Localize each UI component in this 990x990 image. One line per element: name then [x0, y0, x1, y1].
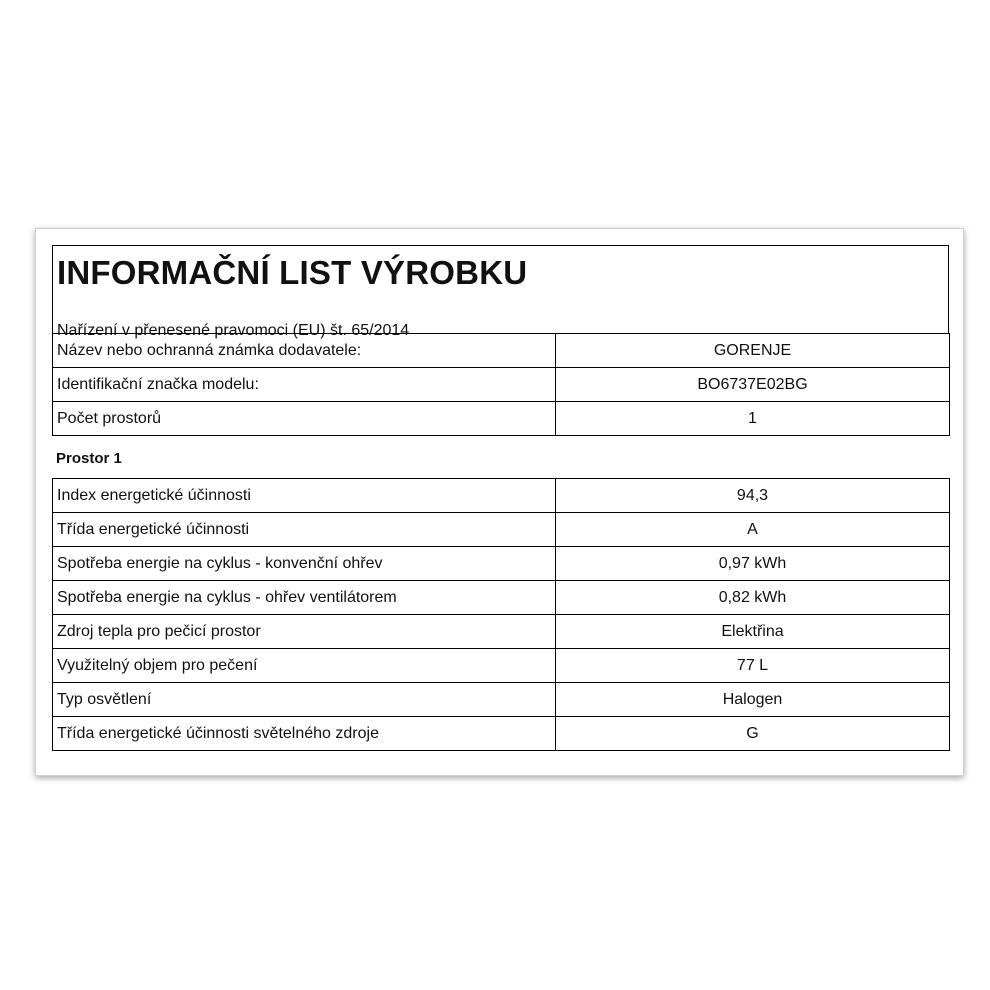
table-row	[53, 547, 950, 581]
compartment-info-table	[52, 478, 950, 751]
row-value: BO6737E02BG	[556, 368, 950, 402]
table-row	[53, 581, 950, 615]
row-label: Využitelný objem pro pečení	[53, 649, 556, 683]
row-label: Název nebo ochranná známka dodavatele:	[53, 334, 556, 368]
sheet-header	[52, 245, 949, 339]
row-label: Zdroj tepla pro pečicí prostor	[53, 615, 556, 649]
row-label: Spotřeba energie na cyklus - ohřev ventilátorem	[53, 581, 556, 615]
table-row	[53, 717, 950, 751]
row-value: GORENJE	[556, 334, 950, 368]
table-row	[53, 683, 950, 717]
row-value: Halogen	[556, 683, 950, 717]
row-label: Třída energetické účinnosti	[53, 513, 556, 547]
row-label: Typ osvětlení	[53, 683, 556, 717]
general-info-table	[52, 333, 950, 436]
row-label: Třída energetické účinnosti světelného zdroje	[53, 717, 556, 751]
row-label: Spotřeba energie na cyklus - konvenční ohřev	[53, 547, 556, 581]
row-label: Identifikační značka modelu:	[53, 368, 556, 402]
row-value: 0,97 kWh	[556, 547, 950, 581]
table-row	[53, 615, 950, 649]
row-value: 1	[556, 402, 950, 436]
table-row	[53, 402, 950, 436]
row-value: Elektřina	[556, 615, 950, 649]
row-value: 94,3	[556, 479, 950, 513]
section-heading: Prostor 1	[56, 450, 122, 467]
regulation-reference: Nařízení v přenesené pravomoci (EU) št. 65/2014	[57, 322, 410, 339]
table-row	[53, 479, 950, 513]
table-row	[53, 513, 950, 547]
row-value: A	[556, 513, 950, 547]
row-value: G	[556, 717, 950, 751]
product-information-sheet	[35, 228, 964, 776]
row-value: 77 L	[556, 649, 950, 683]
row-value: 0,82 kWh	[556, 581, 950, 615]
table-row	[53, 649, 950, 683]
table-row	[53, 334, 950, 368]
row-label: Index energetické účinnosti	[53, 479, 556, 513]
row-label: Počet prostorů	[53, 402, 556, 436]
sheet-title: INFORMAČNÍ LIST VÝROBKU	[57, 254, 528, 291]
table-row	[53, 368, 950, 402]
